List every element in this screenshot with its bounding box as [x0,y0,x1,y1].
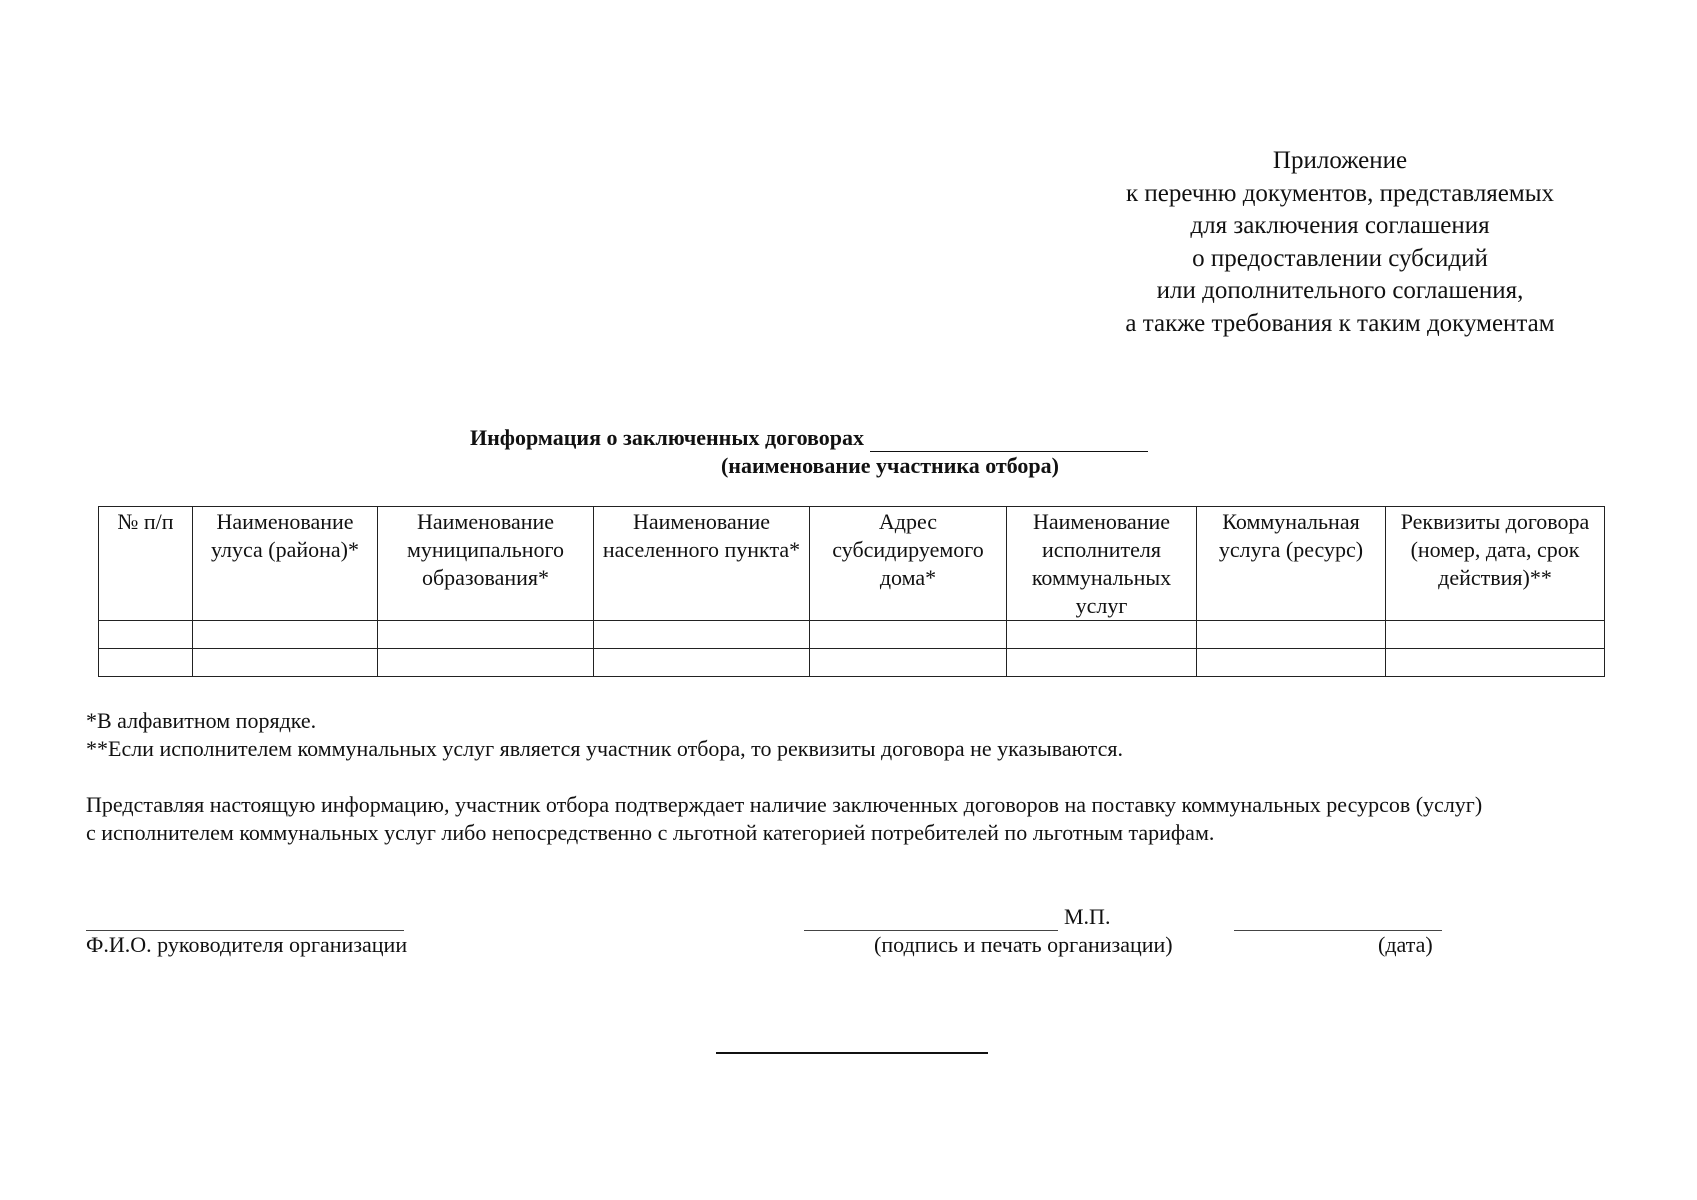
document-title-text: Информация о заключенных договорах [470,425,865,450]
table-row [99,621,1605,649]
header-cell-settlement: Наименование населенного пункта* [594,507,810,621]
table-cell [1386,621,1605,649]
contracts-table [98,506,1605,677]
table-cell [810,649,1007,677]
signature-label: (подпись и печать организации) [874,932,1173,957]
appendix-line: или дополнительного соглашения, [1156,277,1524,304]
footnote-contract-details: **Если исполнителем коммунальных услуг является участник отбора, то реквизиты договора не указываются. [86,736,1124,761]
statement-line: Представляя настоящую информацию, участник отбора подтверждает наличие заключенных договоров на поставку коммунальных ресурсов (услуг) [86,792,1483,817]
document-title [470,424,1148,452]
appendix-line: для заключения соглашения [1190,212,1490,239]
table-cell [810,621,1007,649]
table-cell [378,621,594,649]
header-cell-number: № п/п [99,507,193,621]
head-name-label: Ф.И.О. руководителя организации [86,932,408,957]
statement-paragraph [86,791,1482,847]
header-cell-ulus: Наименование улуса (района)* [193,507,378,621]
appendix-heading [1050,145,1630,340]
document-subtitle: (наименование участника отбора) [720,453,1059,478]
footnotes [86,707,1123,763]
table-cell [1007,649,1197,677]
table-cell [193,621,378,649]
appendix-line: к перечню документов, представляемых [1125,179,1555,207]
table-cell [99,649,193,677]
table-cell [594,621,810,649]
table-row [99,649,1605,677]
header-cell-address: Адрес субсидируемого дома* [810,507,1007,621]
table-cell [1197,649,1386,677]
header-cell-municipality: Наименование муниципального образования* [378,507,594,621]
header-cell-provider: Наименование исполнителя коммунальных услуг [1007,507,1197,621]
table-cell [1386,649,1605,677]
appendix-line: о предоставлении субсидий [1192,244,1488,272]
participant-name-blank [870,429,1148,452]
footnote-alphabetical: *В алфавитном порядке. [86,708,317,733]
date-label: (дата) [1378,932,1433,957]
table-cell [99,621,193,649]
header-cell-service: Коммунальная услуга (ресурс) [1197,507,1386,621]
table-header-row [99,507,1605,621]
table-cell [1197,621,1386,649]
header-cell-contract-details: Реквизиты договора (номер, дата, срок действия)** [1386,507,1605,621]
table-cell [193,649,378,677]
appendix-line: а также требования к таким документам [1125,309,1555,337]
bottom-separator [716,1052,988,1054]
statement-line: с исполнителем коммунальных услуг либо непосредственно с льготной категорией потребителей по льготным тарифам. [86,820,1215,845]
table-cell [594,649,810,677]
appendix-line: Приложение [1272,147,1408,174]
table-cell [1007,621,1197,649]
table-cell [378,649,594,677]
stamp-mark: М.П. [1064,904,1111,929]
